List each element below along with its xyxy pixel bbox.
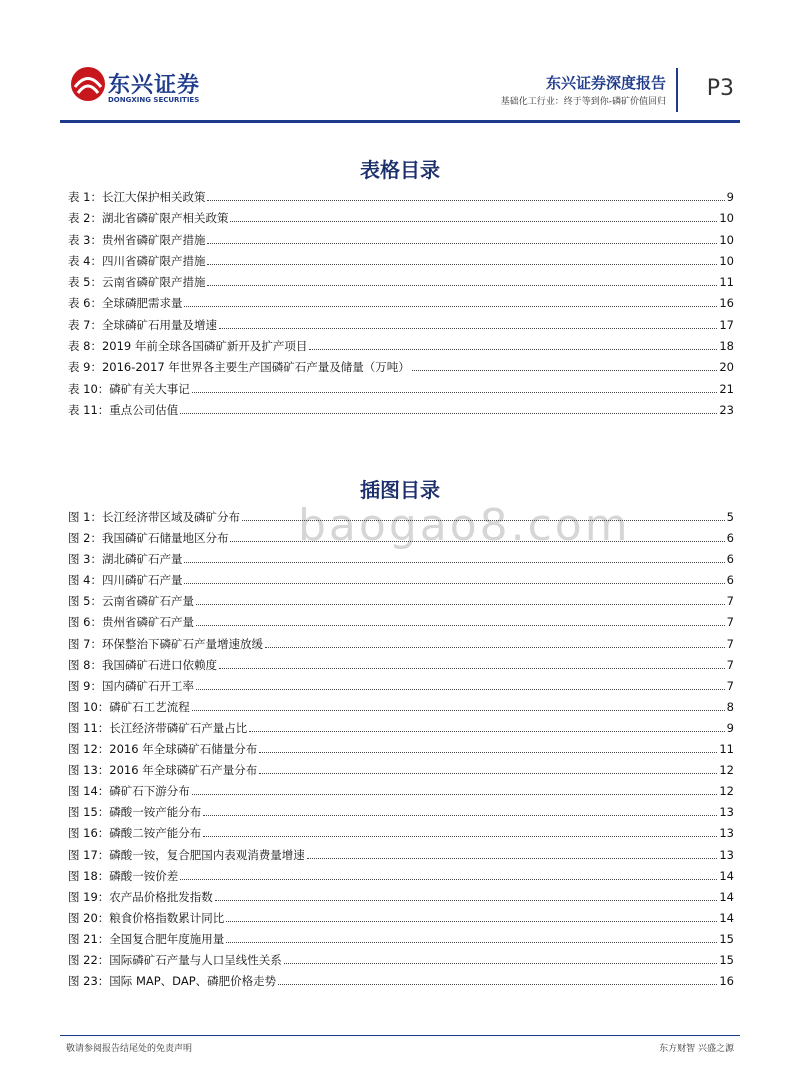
figure-toc-entry[interactable] xyxy=(68,932,734,946)
toc-entry-label: 表 4：四川省磷矿限产措施 xyxy=(68,253,206,268)
toc-entry-label: 图 4：四川磷矿石产量 xyxy=(68,573,183,588)
toc-dot-leader xyxy=(180,879,717,880)
toc-entry-page: 10 xyxy=(719,253,734,268)
figure-toc-entry[interactable] xyxy=(68,679,734,693)
toc-dot-leader xyxy=(184,562,724,563)
figure-toc-entry[interactable] xyxy=(68,552,734,566)
toc-dot-leader xyxy=(207,243,717,244)
toc-entry-label: 图 5：云南省磷矿石产量 xyxy=(68,594,194,609)
figure-toc-entry[interactable] xyxy=(68,637,734,651)
toc-dot-leader xyxy=(207,264,717,265)
toc-dot-leader xyxy=(215,900,718,901)
toc-entry-label: 表 6：全球磷肥需求量 xyxy=(68,296,183,311)
figure-toc-entry[interactable] xyxy=(68,763,734,777)
toc-entry-page: 14 xyxy=(719,889,734,904)
toc-dot-leader xyxy=(207,200,724,201)
toc-entry-label: 图 22：国际磷矿石产量与人口呈线性关系 xyxy=(68,952,282,967)
figure-toc-entry[interactable] xyxy=(68,721,734,735)
toc-dot-leader xyxy=(226,942,717,943)
toc-entry-page: 23 xyxy=(719,402,734,417)
toc-dot-leader xyxy=(196,604,725,605)
toc-entry-label: 表 11：重点公司估值 xyxy=(68,402,179,417)
table-toc-entry[interactable] xyxy=(68,190,734,204)
toc-dot-leader xyxy=(184,306,717,307)
figure-toc-entry[interactable] xyxy=(68,531,734,545)
toc-dot-leader xyxy=(284,963,718,964)
toc-entry-page: 10 xyxy=(719,232,734,247)
toc-dot-leader xyxy=(307,858,718,859)
toc-entry-page: 7 xyxy=(726,594,734,609)
toc-entry-page: 7 xyxy=(726,636,734,651)
figure-toc-entry[interactable] xyxy=(68,890,734,904)
toc-dot-leader xyxy=(192,710,725,711)
toc-dot-leader xyxy=(196,625,725,626)
figure-toc-entry[interactable] xyxy=(68,869,734,883)
toc-entry-page: 12 xyxy=(719,784,734,799)
toc-entry-page: 9 xyxy=(726,190,734,204)
toc-entry-label: 图 19：农产品价格批发指数 xyxy=(68,889,213,904)
page-number: P3 xyxy=(706,76,734,101)
toc-dot-leader xyxy=(242,520,725,521)
toc-dot-leader xyxy=(259,773,717,774)
toc-entry-page: 11 xyxy=(719,275,734,290)
toc-dot-leader xyxy=(230,221,717,222)
toc-entry-label: 图 9：国内磷矿石开工率 xyxy=(68,678,194,693)
page-header xyxy=(60,0,740,126)
header-divider xyxy=(676,68,678,112)
toc-entry-page: 16 xyxy=(719,974,734,989)
footer-slogan: 东方财智 兴盛之源 xyxy=(659,1044,734,1054)
toc-entry-page: 16 xyxy=(719,296,734,311)
toc-entry-label: 图 20：粮食价格指数累计同比 xyxy=(68,910,225,925)
toc-entry-page: 7 xyxy=(726,678,734,693)
report-title: 东兴证券深度报告 xyxy=(545,74,666,92)
table-toc-entry[interactable] xyxy=(68,296,734,310)
toc-entry-page: 10 xyxy=(719,211,734,226)
toc-entry-label: 表 9：2016-2017 年世界各主要生产国磷矿石产量及储量（万吨） xyxy=(68,360,410,375)
toc-dot-leader xyxy=(180,413,717,414)
report-subtitle: 基础化工行业：终于等到你-磷矿价值回归 xyxy=(500,97,666,107)
toc-entry-label: 图 2：我国磷矿石储量地区分布 xyxy=(68,531,229,546)
watermark: baogao8.com xyxy=(298,500,631,551)
toc-dot-leader xyxy=(412,370,718,371)
toc-entry-label: 图 13：2016 年全球磷矿石产量分布 xyxy=(68,763,258,778)
tables-toc-list xyxy=(68,190,734,417)
figure-toc-entry[interactable] xyxy=(68,573,734,587)
toc-entry-label: 图 1：长江经济带区域及磷矿分布 xyxy=(68,510,240,524)
toc-entry-page: 5 xyxy=(726,510,734,524)
toc-entry-page: 13 xyxy=(719,805,734,820)
toc-dot-leader xyxy=(203,836,717,837)
tables-toc-title: 表格目录 xyxy=(360,158,440,182)
toc-entry-page: 14 xyxy=(719,910,734,925)
figures-toc-list xyxy=(68,510,734,988)
toc-entry-label: 图 11：长江经济带磷矿石产量占比 xyxy=(68,720,248,735)
toc-entry-label: 图 21：全国复合肥年度施用量 xyxy=(68,931,225,946)
footer-rule xyxy=(60,1035,740,1036)
toc-dot-leader xyxy=(196,689,725,690)
disclaimer-note: 敬请参阅报告结尾处的免责声明 xyxy=(66,1044,193,1054)
figure-toc-entry[interactable] xyxy=(68,510,734,524)
toc-entry-page: 21 xyxy=(719,381,734,396)
toc-entry-page: 8 xyxy=(726,699,734,714)
toc-entry-label: 表 3：贵州省磷矿限产措施 xyxy=(68,232,206,247)
table-toc-entry[interactable] xyxy=(68,233,734,247)
table-toc-entry[interactable] xyxy=(68,211,734,225)
toc-entry-page: 15 xyxy=(719,952,734,967)
toc-entry-page: 9 xyxy=(726,720,734,735)
figure-toc-entry[interactable] xyxy=(68,953,734,967)
logo-english-name: DONGXING SECURITIES xyxy=(108,96,200,104)
logo-emblem-icon xyxy=(70,64,106,104)
toc-dot-leader xyxy=(249,731,724,732)
company-logo xyxy=(70,64,230,112)
toc-dot-leader xyxy=(278,984,717,985)
table-toc-entry[interactable] xyxy=(68,360,734,374)
toc-entry-label: 图 17：磷酸一铵，复合肥国内表观消费量增速 xyxy=(68,847,305,862)
table-toc-entry[interactable] xyxy=(68,403,734,417)
toc-entry-page: 14 xyxy=(719,868,734,883)
toc-entry-page: 12 xyxy=(719,763,734,778)
toc-entry-label: 图 6：贵州省磷矿石产量 xyxy=(68,615,194,630)
toc-entry-label: 图 23：国际 MAP、DAP、磷肥价格走势 xyxy=(68,974,277,989)
toc-entry-label: 图 8：我国磷矿石进口依赖度 xyxy=(68,657,217,672)
toc-entry-label: 表 1：长江大保护相关政策 xyxy=(68,190,206,204)
toc-entry-page: 15 xyxy=(719,931,734,946)
toc-dot-leader xyxy=(203,815,717,816)
toc-dot-leader xyxy=(226,921,717,922)
toc-entry-label: 图 3：湖北磷矿石产量 xyxy=(68,552,183,567)
toc-dot-leader xyxy=(259,752,717,753)
toc-entry-label: 图 14：磷矿石下游分布 xyxy=(68,784,190,799)
toc-dot-leader xyxy=(230,541,724,542)
header-rule xyxy=(60,120,740,123)
toc-entry-label: 图 18：磷酸一铵价差 xyxy=(68,868,179,883)
toc-entry-label: 表 2：湖北省磷矿限产相关政策 xyxy=(68,211,229,226)
toc-entry-label: 表 8：2019 年前全球各国磷矿新开及扩产项目 xyxy=(68,339,308,354)
toc-entry-label: 表 10：磷矿有关大事记 xyxy=(68,381,190,396)
toc-entry-label: 图 7：环保整治下磷矿石产量增速放缓 xyxy=(68,636,263,651)
toc-entry-page: 13 xyxy=(719,847,734,862)
toc-entry-label: 图 15：磷酸一铵产能分布 xyxy=(68,805,202,820)
table-toc-entry[interactable] xyxy=(68,318,734,332)
toc-entry-page: 7 xyxy=(726,615,734,630)
toc-dot-leader xyxy=(265,647,725,648)
toc-dot-leader xyxy=(192,392,718,393)
figure-toc-entry[interactable] xyxy=(68,700,734,714)
figure-toc-entry[interactable] xyxy=(68,784,734,798)
table-toc-entry[interactable] xyxy=(68,382,734,396)
toc-entry-label: 表 5：云南省磷矿限产措施 xyxy=(68,275,206,290)
table-toc-entry[interactable] xyxy=(68,275,734,289)
figure-toc-entry[interactable] xyxy=(68,826,734,840)
toc-entry-page: 20 xyxy=(719,360,734,375)
table-toc-entry[interactable] xyxy=(68,339,734,353)
toc-entry-page: 18 xyxy=(719,339,734,354)
toc-entry-page: 7 xyxy=(726,657,734,672)
toc-entry-page: 6 xyxy=(726,552,734,567)
figure-toc-entry[interactable] xyxy=(68,848,734,862)
figure-toc-entry[interactable] xyxy=(68,805,734,819)
toc-entry-page: 11 xyxy=(719,742,734,757)
figure-toc-entry[interactable] xyxy=(68,658,734,672)
toc-dot-leader xyxy=(309,349,717,350)
toc-dot-leader xyxy=(207,285,717,286)
toc-dot-leader xyxy=(219,668,725,669)
figure-toc-entry[interactable] xyxy=(68,911,734,925)
toc-entry-label: 图 10：磷矿石工艺流程 xyxy=(68,699,190,714)
toc-dot-leader xyxy=(192,794,718,795)
toc-dot-leader xyxy=(219,328,717,329)
figure-toc-entry[interactable] xyxy=(68,594,734,608)
figures-toc-title: 插图目录 xyxy=(360,478,440,502)
toc-entry-page: 6 xyxy=(726,531,734,546)
figure-toc-entry[interactable] xyxy=(68,974,734,988)
toc-entry-page: 17 xyxy=(719,317,734,332)
table-toc-entry[interactable] xyxy=(68,254,734,268)
figure-toc-entry[interactable] xyxy=(68,615,734,629)
figure-toc-entry[interactable] xyxy=(68,742,734,756)
toc-entry-label: 表 7：全球磷矿石用量及增速 xyxy=(68,317,217,332)
logo-chinese-name: 东兴证券 xyxy=(108,73,201,98)
toc-entry-page: 13 xyxy=(719,826,734,841)
toc-dot-leader xyxy=(184,583,724,584)
toc-entry-label: 图 12：2016 年全球磷矿石储量分布 xyxy=(68,742,258,757)
toc-entry-page: 6 xyxy=(726,573,734,588)
toc-entry-label: 图 16：磷酸二铵产能分布 xyxy=(68,826,202,841)
